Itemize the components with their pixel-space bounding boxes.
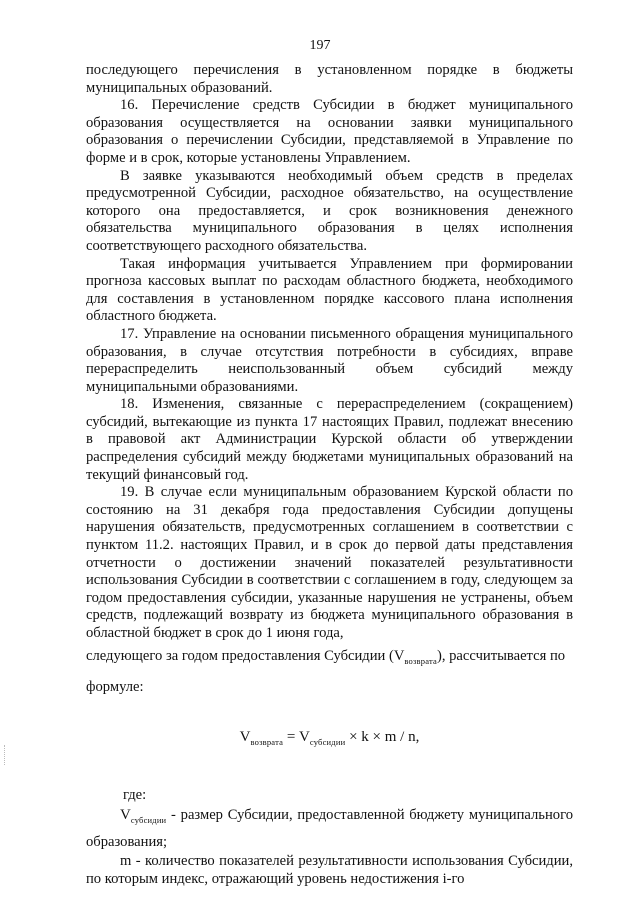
paragraph-19-tail-after: рассчитывается по формуле: <box>86 647 566 695</box>
paragraph-18: 18. Изменения, связанные с перераспределением (сокращением) субсидий, вытекающие из пункта 17 настоящих Правил, подлежат внесению в правовой акт Администрации Курской области об утверждении распределения субсидий между бюджетами муниципальных образований на текущий финансовый год. <box>86 396 573 483</box>
formula-lhs: V <box>239 728 251 745</box>
paragraph-19-tail-before: следующего за годом предоставления Субсидии <box>86 647 389 664</box>
term-v-subscript: субсидии <box>130 815 167 825</box>
return-formula <box>86 726 573 753</box>
formula-rest: × k × m / n, <box>345 728 420 745</box>
term-v-description: - размер Субсидии, предоставленной бюджету муниципального образования; <box>86 807 573 850</box>
scan-edge-mark <box>4 745 7 765</box>
v-return-open: (V <box>388 647 405 664</box>
v-return-close: ), <box>436 647 446 664</box>
paragraph-16-request: В заявке указываются необходимый объем средств в пределах предусмотренной Субсидии, расходное обязательство, на осуществление которого она предоставляется, и срок возникновения денежного обязательства муниципального образования в целях исполнения соответствующего расходного обязательства. <box>86 167 573 254</box>
paragraph-16: 16. Перечисление средств Субсидии в бюджет муниципального образования осуществляется на основании заявки муниципального образования о перечислении Субсидии, представляемой в Управление по форме и в срок, которые установлены Управлением. <box>86 97 573 166</box>
paragraph-19-tail <box>86 643 573 700</box>
formula-equals: = V <box>283 728 310 745</box>
formula-lhs-subscript: возврата <box>250 736 284 747</box>
formula-rhs-subscript: субсидии <box>309 736 346 747</box>
term-v-symbol: V <box>120 807 131 824</box>
page-number: 197 <box>309 38 331 53</box>
paragraph-16-info: Такая информация учитывается Управлением при формировании прогноза кассовых выплат по расходам областного бюджета, необходимого для составления в установленном порядке кассового плана исполнения областного бюджета. <box>86 255 573 325</box>
paragraph-continuation: последующего перечисления в установленном порядке в бюджеты муниципальных образований. <box>86 62 573 96</box>
term-m: m - количество показателей результативности использования Субсидии, по которым индекс, отражающий уровень недостижения i-го <box>86 853 573 887</box>
where-label: где: <box>123 786 147 803</box>
v-return-subscript: возврата <box>404 655 437 666</box>
paragraph-19: 19. В случае если муниципальным образованием Курской области по состоянию на 31 декабря года предоставления Субсидии допущены нарушения обязательств, предусмотренных соглашением в соответствии с пунктом 11.2. настоящих Правил, и в срок до первой даты представления отчетности о достижении значений показателей результативности использования Субсидии в соответствии с соглашением в году, следующем за годом предоставления субсидии, указанные нарушения не устранены, объем средств, подлежащий возврату из бюджета муниципального образования в областной бюджет в срок до 1 июня года, <box>86 484 573 641</box>
term-v-subsidy <box>86 804 573 853</box>
paragraph-17: 17. Управление на основании письменного обращения муниципального образования, в случае отсутствия потребности в субсидиях, вправе перераспределить неиспользованный объем субсидий между муниципальными образованиями. <box>86 325 573 395</box>
document-body <box>86 62 573 888</box>
